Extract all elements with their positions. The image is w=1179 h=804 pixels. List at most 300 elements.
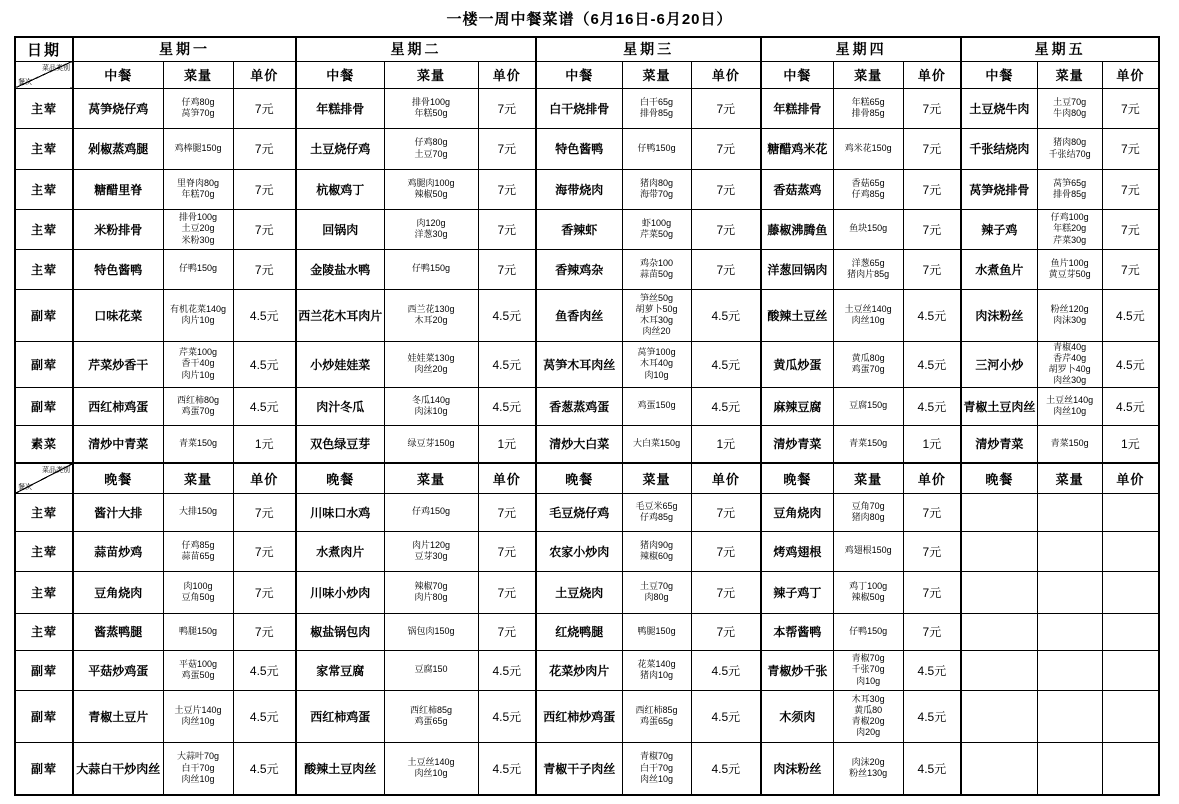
lunch-meal-header-1: 中餐 bbox=[73, 61, 163, 88]
qty-line: 肉10g bbox=[856, 675, 881, 686]
dinner-qty-header-4: 菜量 bbox=[833, 463, 903, 493]
qty-line: 鸡腿肉100g bbox=[407, 177, 455, 188]
dish-cell: 红烧鸭腿 bbox=[536, 613, 622, 650]
qty-line: 胡罗卜40g bbox=[1048, 364, 1091, 374]
price-cell: 4.5元 bbox=[233, 289, 296, 341]
lunch-price-header-4: 单价 bbox=[903, 61, 961, 88]
qty-cell bbox=[163, 531, 233, 571]
price-cell: 7元 bbox=[691, 88, 761, 128]
qty-line: 西红柿85g bbox=[635, 704, 678, 715]
dish-cell: 川味小炒肉 bbox=[296, 571, 384, 613]
dish-cell: 麻辣豆腐 bbox=[761, 387, 833, 425]
dish-cell: 烤鸡翅根 bbox=[761, 531, 833, 571]
price-cell: 7元 bbox=[691, 249, 761, 289]
qty-cell bbox=[622, 650, 691, 690]
price-cell: 7元 bbox=[903, 249, 961, 289]
corner-label-category: 菜品类别 bbox=[42, 467, 70, 474]
dish-cell: 土豆烧牛肉 bbox=[961, 88, 1037, 128]
dish-cell: 清炒青菜 bbox=[761, 425, 833, 463]
qty-cell bbox=[833, 209, 903, 249]
dish-cell: 肉沫粉丝 bbox=[961, 289, 1037, 341]
dinner-price-header-2: 单价 bbox=[478, 463, 536, 493]
dish-cell: 年糕排骨 bbox=[296, 88, 384, 128]
price-cell: 7元 bbox=[691, 209, 761, 249]
dish-cell: 毛豆烧仔鸡 bbox=[536, 493, 622, 531]
qty-cell bbox=[163, 88, 233, 128]
price-cell: 4.5元 bbox=[691, 289, 761, 341]
price-cell: 7元 bbox=[233, 571, 296, 613]
qty-line: 肉100g bbox=[183, 580, 213, 591]
qty-cell bbox=[384, 650, 478, 690]
dish-cell: 大蒜白干炒肉丝 bbox=[73, 742, 163, 795]
qty-line: 笋丝50g bbox=[640, 292, 674, 303]
qty-cell bbox=[384, 571, 478, 613]
qty-line: 肉20g bbox=[856, 727, 881, 738]
price-cell bbox=[1102, 493, 1159, 531]
qty-cell bbox=[163, 613, 233, 650]
qty-line: 蒜苗65g bbox=[181, 551, 215, 561]
qty-cell bbox=[384, 289, 478, 341]
qty-line: 肉80g bbox=[644, 592, 669, 602]
dish-cell: 口味花菜 bbox=[73, 289, 163, 341]
day-header-4: 星期四 bbox=[761, 37, 961, 61]
qty-line: 仔鸡80g bbox=[414, 137, 448, 148]
qty-line: 肉丝10g bbox=[181, 773, 215, 784]
qty-cell bbox=[384, 387, 478, 425]
qty-line: 年糕65g bbox=[851, 96, 885, 107]
dish-cell: 豆角烧肉 bbox=[73, 571, 163, 613]
dish-cell: 香菇蒸鸡 bbox=[761, 169, 833, 209]
qty-line: 仔鸡80g bbox=[181, 96, 215, 107]
dish-cell: 特色酱鸭 bbox=[73, 249, 163, 289]
qty-line: 肉沫10g bbox=[414, 406, 448, 416]
price-cell: 7元 bbox=[233, 88, 296, 128]
price-cell: 7元 bbox=[691, 493, 761, 531]
menu-table-body bbox=[15, 37, 1159, 795]
qty-line: 西红柿80g bbox=[176, 394, 220, 405]
qty-line: 猪肉80g bbox=[851, 512, 885, 522]
price-cell: 7元 bbox=[1102, 128, 1159, 169]
qty-cell bbox=[163, 387, 233, 425]
qty-line: 辣椒50g bbox=[851, 592, 885, 602]
qty-line: 毛豆米65g bbox=[635, 500, 678, 511]
qty-line: 土豆70g bbox=[1053, 96, 1087, 107]
price-cell: 4.5元 bbox=[691, 650, 761, 690]
dinner-qty-header-3: 菜量 bbox=[622, 463, 691, 493]
dish-cell: 千张结烧肉 bbox=[961, 128, 1037, 169]
qty-line: 香芹40g bbox=[1053, 352, 1087, 363]
qty-line: 豆角50g bbox=[181, 592, 215, 602]
price-cell: 4.5元 bbox=[233, 387, 296, 425]
qty-line: 鱼片100g bbox=[1050, 257, 1089, 268]
qty-line: 花菜140g bbox=[637, 658, 676, 669]
qty-line: 木耳20g bbox=[414, 315, 448, 325]
qty-cell bbox=[1037, 387, 1102, 425]
dinner-category-cell: 主荤 bbox=[15, 531, 73, 571]
qty-line: 米粉30g bbox=[181, 234, 215, 245]
qty-cell bbox=[163, 289, 233, 341]
qty-cell bbox=[622, 249, 691, 289]
dish-cell: 青椒土豆片 bbox=[73, 690, 163, 742]
qty-line: 海带70g bbox=[640, 189, 674, 199]
qty-cell bbox=[622, 690, 691, 742]
qty-line: 肉丝10g bbox=[851, 315, 885, 325]
dish-cell: 糖醋里脊 bbox=[73, 169, 163, 209]
qty-line: 肉丝10g bbox=[640, 773, 674, 784]
price-cell: 4.5元 bbox=[478, 742, 536, 795]
qty-line: 仔鸭150g bbox=[637, 142, 676, 153]
qty-line: 青椒70g bbox=[640, 751, 674, 762]
price-cell: 7元 bbox=[1102, 169, 1159, 209]
qty-cell bbox=[622, 387, 691, 425]
dish-cell: 酱汁大排 bbox=[73, 493, 163, 531]
qty-line: 肉10g bbox=[644, 369, 669, 380]
dish-cell: 特色酱鸭 bbox=[536, 128, 622, 169]
qty-line: 芹菜30g bbox=[1053, 234, 1087, 245]
price-cell: 7元 bbox=[903, 613, 961, 650]
price-cell: 7元 bbox=[903, 493, 961, 531]
qty-line: 鸡米花150g bbox=[844, 142, 892, 153]
lunch-corner-cell bbox=[15, 61, 73, 88]
qty-line: 土豆70g bbox=[640, 580, 674, 591]
dinner-price-header-5: 单价 bbox=[1102, 463, 1159, 493]
qty-cell bbox=[622, 88, 691, 128]
qty-line: 虾100g bbox=[642, 217, 672, 228]
qty-line: 仔鸭150g bbox=[412, 263, 451, 274]
qty-line: 土豆片140g bbox=[174, 704, 222, 715]
dinner-category-cell: 主荤 bbox=[15, 571, 73, 613]
qty-line: 牛肉80g bbox=[1053, 108, 1087, 118]
dish-cell: 莴笋烧排骨 bbox=[961, 169, 1037, 209]
price-cell: 4.5元 bbox=[478, 690, 536, 742]
qty-line: 豆芽30g bbox=[414, 551, 448, 561]
qty-line: 冬瓜140g bbox=[412, 394, 451, 405]
price-cell: 7元 bbox=[233, 493, 296, 531]
dinner-category-cell: 主荤 bbox=[15, 613, 73, 650]
qty-line: 鸡蛋150g bbox=[637, 400, 676, 411]
dish-cell: 酸辣土豆肉丝 bbox=[296, 742, 384, 795]
qty-line: 仔鸡85g bbox=[181, 539, 215, 550]
lunch-category-cell: 副荤 bbox=[15, 289, 73, 341]
qty-line: 土豆70g bbox=[414, 148, 448, 159]
dinner-price-header-3: 单价 bbox=[691, 463, 761, 493]
qty-cell bbox=[1037, 571, 1102, 613]
price-cell: 7元 bbox=[478, 531, 536, 571]
dinner-price-header-1: 单价 bbox=[233, 463, 296, 493]
dish-cell: 水煮肉片 bbox=[296, 531, 384, 571]
dish-cell: 双色绿豆芽 bbox=[296, 425, 384, 463]
price-cell: 7元 bbox=[478, 571, 536, 613]
qty-line: 洋葱65g bbox=[851, 257, 885, 268]
qty-line: 里脊肉80g bbox=[176, 177, 220, 188]
qty-line: 莴笋70g bbox=[181, 108, 215, 118]
price-cell: 4.5元 bbox=[478, 650, 536, 690]
dish-cell: 本帮酱鸭 bbox=[761, 613, 833, 650]
dish-cell: 酱蒸鸭腿 bbox=[73, 613, 163, 650]
qty-line: 土豆丝140g bbox=[1046, 394, 1094, 405]
price-cell: 4.5元 bbox=[691, 387, 761, 425]
qty-cell bbox=[833, 88, 903, 128]
qty-line: 排骨85g bbox=[851, 108, 885, 118]
price-cell: 7元 bbox=[903, 169, 961, 209]
price-cell bbox=[1102, 650, 1159, 690]
qty-line: 鱼块150g bbox=[849, 223, 888, 234]
price-cell: 4.5元 bbox=[1102, 387, 1159, 425]
qty-line: 排骨85g bbox=[640, 108, 674, 118]
dish-cell bbox=[961, 571, 1037, 613]
dish-cell: 土豆烧肉 bbox=[536, 571, 622, 613]
dish-cell: 鱼香肉丝 bbox=[536, 289, 622, 341]
qty-cell bbox=[622, 209, 691, 249]
price-cell: 7元 bbox=[1102, 88, 1159, 128]
dish-cell: 清炒大白菜 bbox=[536, 425, 622, 463]
dish-cell: 金陵盐水鸭 bbox=[296, 249, 384, 289]
qty-line: 蒜苗50g bbox=[640, 269, 674, 279]
price-cell: 1元 bbox=[478, 425, 536, 463]
price-cell: 7元 bbox=[478, 613, 536, 650]
dish-cell: 香葱蒸鸡蛋 bbox=[536, 387, 622, 425]
qty-cell bbox=[833, 341, 903, 387]
qty-cell bbox=[1037, 493, 1102, 531]
dish-cell: 清炒青菜 bbox=[961, 425, 1037, 463]
qty-cell bbox=[833, 531, 903, 571]
dinner-corner-cell bbox=[15, 463, 73, 493]
qty-line: 肉片10g bbox=[181, 369, 215, 380]
qty-cell bbox=[622, 425, 691, 463]
dish-cell bbox=[961, 531, 1037, 571]
dish-cell: 芹菜炒香干 bbox=[73, 341, 163, 387]
qty-line: 猪肉80g bbox=[1053, 137, 1087, 148]
qty-line: 年糕70g bbox=[181, 189, 215, 199]
price-cell: 4.5元 bbox=[478, 387, 536, 425]
qty-line: 木耳30g bbox=[851, 693, 885, 704]
dish-cell: 小炒娃娃菜 bbox=[296, 341, 384, 387]
dinner-meal-header-5: 晚餐 bbox=[961, 463, 1037, 493]
price-cell: 1元 bbox=[233, 425, 296, 463]
qty-line: 西兰花130g bbox=[407, 303, 455, 314]
qty-line: 莴笋65g bbox=[1053, 177, 1087, 188]
price-cell bbox=[1102, 613, 1159, 650]
dish-cell: 青椒炒千张 bbox=[761, 650, 833, 690]
dish-cell: 花菜炒肉片 bbox=[536, 650, 622, 690]
dish-cell: 香辣鸡杂 bbox=[536, 249, 622, 289]
price-cell: 4.5元 bbox=[903, 387, 961, 425]
dish-cell: 糖醋鸡米花 bbox=[761, 128, 833, 169]
lunch-meal-header-3: 中餐 bbox=[536, 61, 622, 88]
qty-line: 仔鸡85g bbox=[851, 189, 885, 199]
qty-cell bbox=[163, 169, 233, 209]
qty-cell bbox=[384, 493, 478, 531]
dinner-category-cell: 主荤 bbox=[15, 493, 73, 531]
qty-line: 豆腐150 bbox=[414, 664, 448, 675]
qty-line: 土豆丝140g bbox=[407, 757, 455, 767]
dish-cell: 椒盐锅包肉 bbox=[296, 613, 384, 650]
qty-line: 白干65g bbox=[640, 96, 674, 107]
dinner-meal-header-4: 晚餐 bbox=[761, 463, 833, 493]
qty-line: 黄瓜80 bbox=[854, 704, 883, 715]
qty-line: 鸡蛋50g bbox=[181, 670, 215, 680]
dish-cell: 川味口水鸡 bbox=[296, 493, 384, 531]
price-cell bbox=[1102, 531, 1159, 571]
dinner-qty-header-5: 菜量 bbox=[1037, 463, 1102, 493]
qty-line: 粉丝120g bbox=[1050, 303, 1089, 314]
dish-cell: 辣子鸡丁 bbox=[761, 571, 833, 613]
dish-cell: 清炒中青菜 bbox=[73, 425, 163, 463]
dish-cell: 肉汁冬瓜 bbox=[296, 387, 384, 425]
qty-line: 青菜150g bbox=[849, 438, 888, 449]
price-cell: 7元 bbox=[478, 493, 536, 531]
dish-cell: 辣子鸡 bbox=[961, 209, 1037, 249]
qty-cell bbox=[384, 613, 478, 650]
qty-cell bbox=[833, 650, 903, 690]
qty-line: 青椒20g bbox=[851, 716, 885, 726]
dinner-category-cell: 副荤 bbox=[15, 650, 73, 690]
qty-line: 猪肉80g bbox=[640, 177, 674, 188]
dish-cell: 土豆烧仔鸡 bbox=[296, 128, 384, 169]
qty-cell bbox=[622, 571, 691, 613]
price-cell: 1元 bbox=[903, 425, 961, 463]
qty-line: 年糕20g bbox=[1053, 223, 1087, 234]
qty-line: 仔鸡85g bbox=[640, 512, 674, 522]
price-cell bbox=[1102, 690, 1159, 742]
qty-line: 千张70g bbox=[851, 664, 885, 675]
qty-cell bbox=[833, 289, 903, 341]
dish-cell: 酸辣土豆丝 bbox=[761, 289, 833, 341]
qty-line: 辣椒50g bbox=[414, 189, 448, 199]
qty-line: 排骨85g bbox=[1053, 189, 1087, 199]
lunch-price-header-2: 单价 bbox=[478, 61, 536, 88]
dish-cell: 西红柿炒鸡蛋 bbox=[536, 690, 622, 742]
qty-cell bbox=[384, 169, 478, 209]
dinner-qty-header-1: 菜量 bbox=[163, 463, 233, 493]
dish-cell bbox=[961, 742, 1037, 795]
price-cell: 7元 bbox=[691, 571, 761, 613]
qty-cell bbox=[622, 613, 691, 650]
qty-cell bbox=[622, 128, 691, 169]
qty-cell bbox=[833, 169, 903, 209]
qty-line: 木耳40g bbox=[640, 358, 674, 369]
lunch-price-header-3: 单价 bbox=[691, 61, 761, 88]
qty-line: 鸡棒腿150g bbox=[174, 142, 222, 153]
qty-line: 大白菜150g bbox=[633, 438, 681, 449]
dish-cell: 西红柿鸡蛋 bbox=[73, 387, 163, 425]
dish-cell: 西红柿鸡蛋 bbox=[296, 690, 384, 742]
dish-cell: 海带烧肉 bbox=[536, 169, 622, 209]
dish-cell: 青椒干子肉丝 bbox=[536, 742, 622, 795]
price-cell: 7元 bbox=[903, 88, 961, 128]
lunch-price-header-5: 单价 bbox=[1102, 61, 1159, 88]
qty-line: 鸡杂100 bbox=[640, 257, 674, 268]
qty-cell bbox=[833, 249, 903, 289]
qty-line: 青菜150g bbox=[1050, 438, 1089, 449]
lunch-meal-header-4: 中餐 bbox=[761, 61, 833, 88]
qty-cell bbox=[833, 742, 903, 795]
price-cell: 4.5元 bbox=[1102, 289, 1159, 341]
qty-line: 肉沫30g bbox=[1053, 315, 1087, 325]
dish-cell: 回锅肉 bbox=[296, 209, 384, 249]
dish-cell: 剁椒蒸鸡腿 bbox=[73, 128, 163, 169]
price-cell: 7元 bbox=[233, 169, 296, 209]
lunch-qty-header-2: 菜量 bbox=[384, 61, 478, 88]
day-header-3: 星期三 bbox=[536, 37, 761, 61]
price-cell: 1元 bbox=[1102, 425, 1159, 463]
price-cell bbox=[1102, 571, 1159, 613]
qty-line: 平菇100g bbox=[178, 658, 218, 669]
lunch-category-cell: 主荤 bbox=[15, 169, 73, 209]
corner-label-mealtime: 餐次 bbox=[18, 78, 32, 86]
qty-line: 鸡翅根150g bbox=[844, 545, 892, 556]
qty-line: 豆腐150g bbox=[849, 400, 888, 411]
lunch-category-cell: 副荤 bbox=[15, 341, 73, 387]
qty-line: 芹菜50g bbox=[640, 229, 674, 239]
dish-cell: 豆角烧肉 bbox=[761, 493, 833, 531]
dish-cell: 木须肉 bbox=[761, 690, 833, 742]
price-cell: 7元 bbox=[691, 613, 761, 650]
price-cell: 7元 bbox=[478, 88, 536, 128]
qty-cell bbox=[384, 742, 478, 795]
dish-cell: 年糕排骨 bbox=[761, 88, 833, 128]
qty-cell bbox=[622, 341, 691, 387]
page-title: 一楼一周中餐菜谱（6月16日-6月20日） bbox=[446, 11, 733, 28]
qty-line: 香干40g bbox=[181, 358, 215, 369]
dish-cell: 西兰花木耳肉片 bbox=[296, 289, 384, 341]
qty-line: 鸡蛋65g bbox=[640, 716, 674, 726]
menu-table bbox=[14, 36, 1160, 796]
qty-cell bbox=[1037, 128, 1102, 169]
price-cell: 4.5元 bbox=[903, 690, 961, 742]
price-cell: 4.5元 bbox=[233, 650, 296, 690]
dish-cell: 米粉排骨 bbox=[73, 209, 163, 249]
corner-label-mealtime: 餐次 bbox=[18, 483, 32, 491]
qty-cell bbox=[384, 128, 478, 169]
price-cell: 7元 bbox=[691, 128, 761, 169]
qty-cell bbox=[384, 249, 478, 289]
qty-cell bbox=[622, 169, 691, 209]
price-cell: 7元 bbox=[233, 531, 296, 571]
dish-cell: 农家小炒肉 bbox=[536, 531, 622, 571]
qty-cell bbox=[384, 88, 478, 128]
dish-cell: 蒜苗炒鸡 bbox=[73, 531, 163, 571]
qty-line: 土豆20g bbox=[181, 223, 215, 234]
qty-line: 鸡丁100g bbox=[849, 580, 888, 591]
dinner-meal-header-3: 晚餐 bbox=[536, 463, 622, 493]
qty-cell bbox=[1037, 425, 1102, 463]
qty-cell bbox=[1037, 690, 1102, 742]
price-cell: 4.5元 bbox=[233, 690, 296, 742]
price-cell: 7元 bbox=[478, 169, 536, 209]
dish-cell: 黄瓜炒蛋 bbox=[761, 341, 833, 387]
price-cell: 7元 bbox=[478, 209, 536, 249]
qty-line: 肉丝10g bbox=[181, 716, 215, 726]
dinner-category-cell: 副荤 bbox=[15, 742, 73, 795]
dish-cell bbox=[961, 613, 1037, 650]
qty-line: 莴笋100g bbox=[637, 347, 676, 358]
qty-line: 鸭腿150g bbox=[637, 625, 676, 636]
qty-line: 肉沫20g bbox=[851, 757, 885, 767]
qty-line: 粉丝130g bbox=[849, 768, 888, 779]
qty-line: 排骨100g bbox=[178, 212, 218, 223]
dish-cell: 肉沫粉丝 bbox=[761, 742, 833, 795]
qty-line: 肉片120g bbox=[412, 539, 451, 550]
lunch-meal-header-5: 中餐 bbox=[961, 61, 1037, 88]
qty-line: 青菜150g bbox=[178, 438, 218, 449]
qty-cell bbox=[163, 128, 233, 169]
price-cell: 7元 bbox=[691, 169, 761, 209]
qty-line: 豆角70g bbox=[851, 500, 885, 511]
dish-cell bbox=[961, 493, 1037, 531]
price-cell: 4.5元 bbox=[233, 341, 296, 387]
price-cell: 7元 bbox=[478, 128, 536, 169]
